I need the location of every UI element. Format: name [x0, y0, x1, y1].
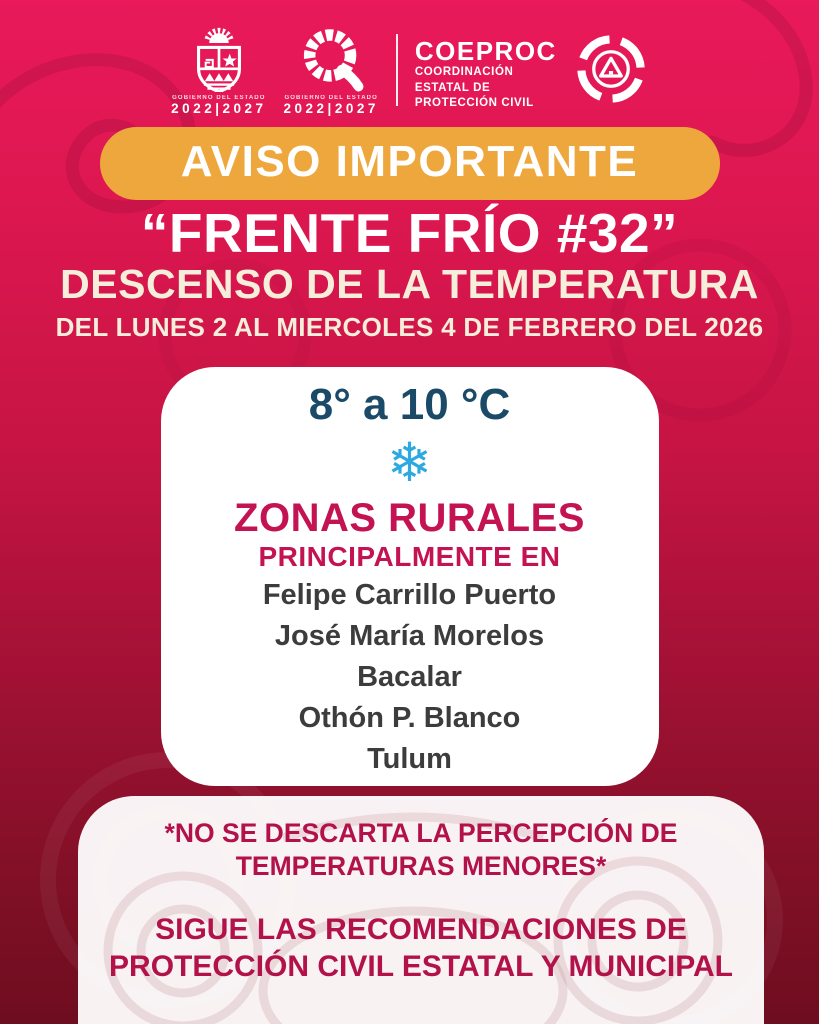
proteccion-civil-emblem-icon	[574, 32, 648, 106]
zones-subtitle: PRINCIPALMENTE EN	[258, 541, 561, 572]
recommendation-line-2: PROTECCIÓN CIVIL ESTATAL Y MUNICIPAL	[109, 950, 733, 983]
municipality-item: Felipe Carrillo Puerto	[262, 579, 557, 611]
temperature-range: 8° a 10 °C	[308, 380, 511, 429]
q-logo-years: 2022|2027	[283, 101, 379, 116]
zones-title: ZONAS RURALES	[234, 496, 585, 540]
coat-of-arms-icon	[179, 26, 259, 92]
q-logo-icon	[291, 26, 371, 92]
headline-title: “FRENTE FRÍO #32”	[140, 202, 679, 264]
banner-aviso	[100, 127, 720, 200]
headline-date-range: DEL LUNES 2 AL MIERCOLES 4 DE FEBRERO DEL 2026	[55, 312, 764, 342]
coeproc-wordmark	[415, 38, 557, 111]
state-logo-years: 2022|2027	[171, 101, 267, 116]
quintana-roo-coat-of-arms	[171, 26, 266, 116]
footer-recommendation	[78, 911, 764, 985]
headline-subtitle: DESCENSO DE LA TEMPERATURA	[60, 261, 759, 307]
coeproc-subtitle-line: PROTECCIÓN CIVIL	[414, 97, 534, 109]
municipalities-list	[161, 575, 659, 780]
note-line-1: *NO SE DESCARTA LA PERCEPCIÓN DE	[164, 818, 678, 848]
municipality-item: Othón P. Blanco	[298, 702, 521, 734]
municipality-item: Tulum	[367, 743, 452, 775]
note-line-2: TEMPERATURAS MENORES*	[235, 851, 607, 881]
header-divider	[396, 34, 398, 106]
municipality-item: Bacalar	[357, 661, 462, 693]
coeproc-subtitle-line: COORDINACIÓN	[414, 66, 514, 78]
q-brand-logo	[284, 26, 379, 116]
recommendation-line-1: SIGUE LAS RECOMENDACIONES DE	[155, 913, 687, 946]
q-logo-caption: GOBIERNO DEL ESTADO	[284, 95, 378, 101]
state-logo-caption: GOBIERNO DEL ESTADO	[172, 95, 266, 101]
header-logos	[0, 26, 819, 116]
banner-label: AVISO IMPORTANTE	[180, 137, 639, 186]
municipality-item: José María Morelos	[274, 620, 545, 652]
temperature-card	[161, 367, 659, 786]
footer-card	[78, 796, 764, 1024]
coeproc-subtitle-line: ESTATAL DE	[414, 81, 491, 94]
snowflake-icon: ❄	[386, 431, 433, 494]
footer-note	[78, 817, 764, 883]
coeproc-title: COEPROC	[414, 36, 557, 66]
